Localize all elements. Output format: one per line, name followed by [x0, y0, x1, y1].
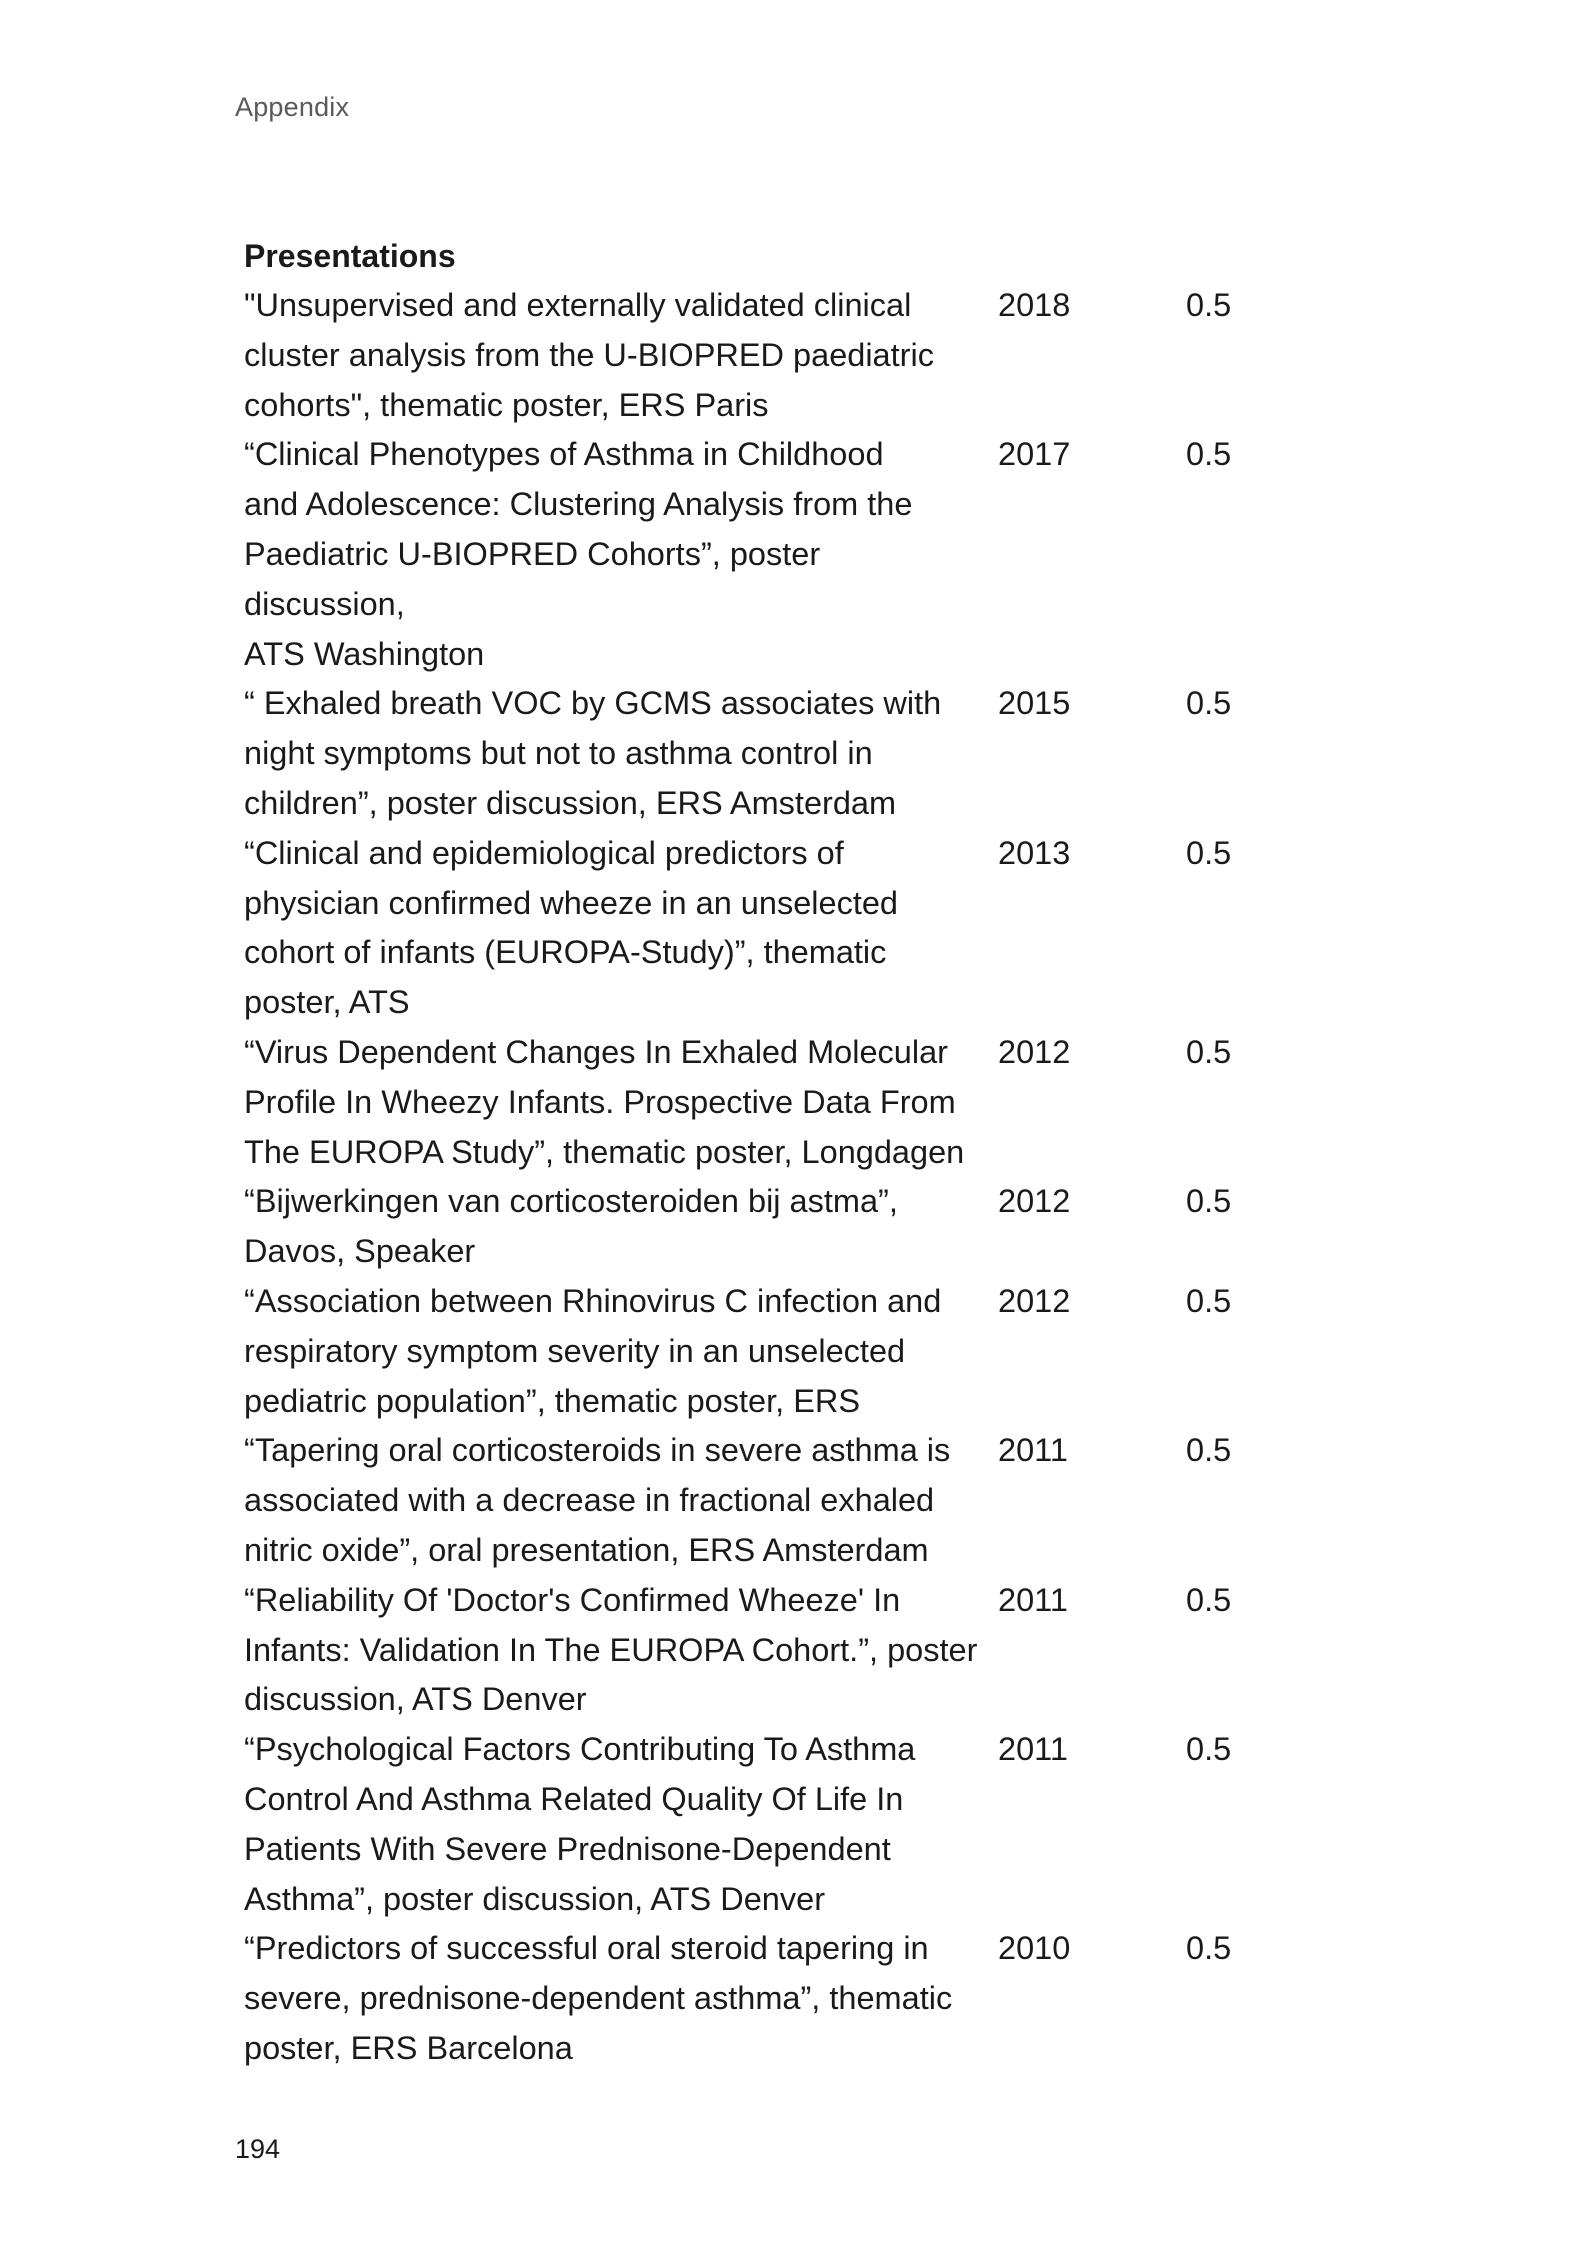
presentation-credit: 0.5	[1186, 1930, 1232, 1967]
presentation-entry	[244, 1725, 1294, 1924]
presentation-title: "Unsupervised and externally validated clinical cluster analysis from the U-BIOPRED paediatric cohorts", thematic poster, ERS Paris	[244, 287, 934, 423]
presentations-list	[244, 281, 1294, 2074]
presentation-year: 2010	[998, 1930, 1071, 1967]
presentation-credit: 0.5	[1186, 1033, 1232, 1070]
presentation-title: “Virus Dependent Changes In Exhaled Molecular Profile In Wheezy Infants. Prospective Data From The EUROPA Study”, thematic poster, Longdagen	[244, 1033, 965, 1170]
presentation-title: “Predictors of successful oral steroid tapering in severe, prednisone-dependent asthma”, thematic poster, ERS Barcelona	[244, 1930, 953, 2066]
presentation-entry	[244, 1426, 1294, 1575]
section-title: Presentations	[244, 238, 456, 274]
presentation-year: 2017	[998, 436, 1071, 473]
presentation-credit: 0.5	[1186, 834, 1232, 871]
presentation-title: “Psychological Factors Contributing To Asthma Control And Asthma Related Quality Of Life In Patients With Severe Prednisone-Dependent Asthma”, poster discussion, ATS Denver	[244, 1731, 916, 1917]
presentation-year: 2011	[998, 1581, 1068, 1618]
presentation-title: “Reliability Of 'Doctor's Confirmed Wheeze' In Infants: Validation In The EUROPA Cohort.”, poster discussion, ATS Denver	[244, 1581, 978, 1718]
presentation-year: 2012	[998, 1183, 1071, 1220]
presentation-entry	[244, 281, 1294, 430]
presentation-entry	[244, 1924, 1294, 2073]
presentation-year: 2011	[998, 1731, 1068, 1768]
presentation-credit: 0.5	[1186, 1282, 1232, 1319]
presentation-credit: 0.5	[1186, 436, 1232, 473]
presentation-title: “Clinical and epidemiological predictors of physician confirmed wheeze in an unselected cohort of infants (EUROPA-Study)”, thematic poster, ATS	[244, 834, 898, 1021]
presentation-entry	[244, 1277, 1294, 1426]
presentation-title: “Tapering oral corticosteroids in severe asthma is associated with a decrease in fractional exhaled nitric oxide”, oral presentation, ERS Amsterdam	[244, 1432, 951, 1568]
presentation-entry	[244, 1576, 1294, 1725]
presentation-entry	[244, 1028, 1294, 1177]
presentation-entry	[244, 829, 1294, 1028]
presentation-year: 2011	[998, 1432, 1068, 1469]
presentation-year: 2012	[998, 1033, 1071, 1070]
presentation-entry	[244, 679, 1294, 828]
presentation-title: “Bijwerkingen van corticosteroiden bij astma”, Davos, Speaker	[244, 1183, 898, 1270]
presentation-year: 2012	[998, 1282, 1071, 1319]
presentation-title: “ Exhaled breath VOC by GCMS associates with night symptoms but not to asthma control in children”, poster discussion, ERS Amsterdam	[244, 685, 942, 821]
presentation-credit: 0.5	[1186, 685, 1232, 722]
presentation-entry	[244, 1177, 1294, 1277]
presentation-title: “Association between Rhinovirus C infection and respiratory symptom severity in an unselected pediatric population”, thematic poster, ERS	[244, 1282, 942, 1419]
presentation-year: 2013	[998, 834, 1071, 871]
page-number: 194	[235, 2134, 281, 2164]
presentation-credit: 0.5	[1186, 287, 1232, 323]
presentation-credit: 0.5	[1186, 1183, 1232, 1220]
presentation-title: “Clinical Phenotypes of Asthma in Childhood and Adolescence: Clustering Analysis from the Paediatric U-BIOPRED Cohorts”, poster discussion, ATS Washington	[244, 436, 913, 672]
presentation-credit: 0.5	[1186, 1581, 1232, 1618]
presentation-credit: 0.5	[1186, 1731, 1232, 1768]
presentation-year: 2018	[998, 287, 1071, 323]
presentation-entry	[244, 430, 1294, 679]
presentation-credit: 0.5	[1186, 1432, 1232, 1469]
running-header: Appendix	[235, 92, 350, 122]
presentation-year: 2015	[998, 685, 1071, 722]
